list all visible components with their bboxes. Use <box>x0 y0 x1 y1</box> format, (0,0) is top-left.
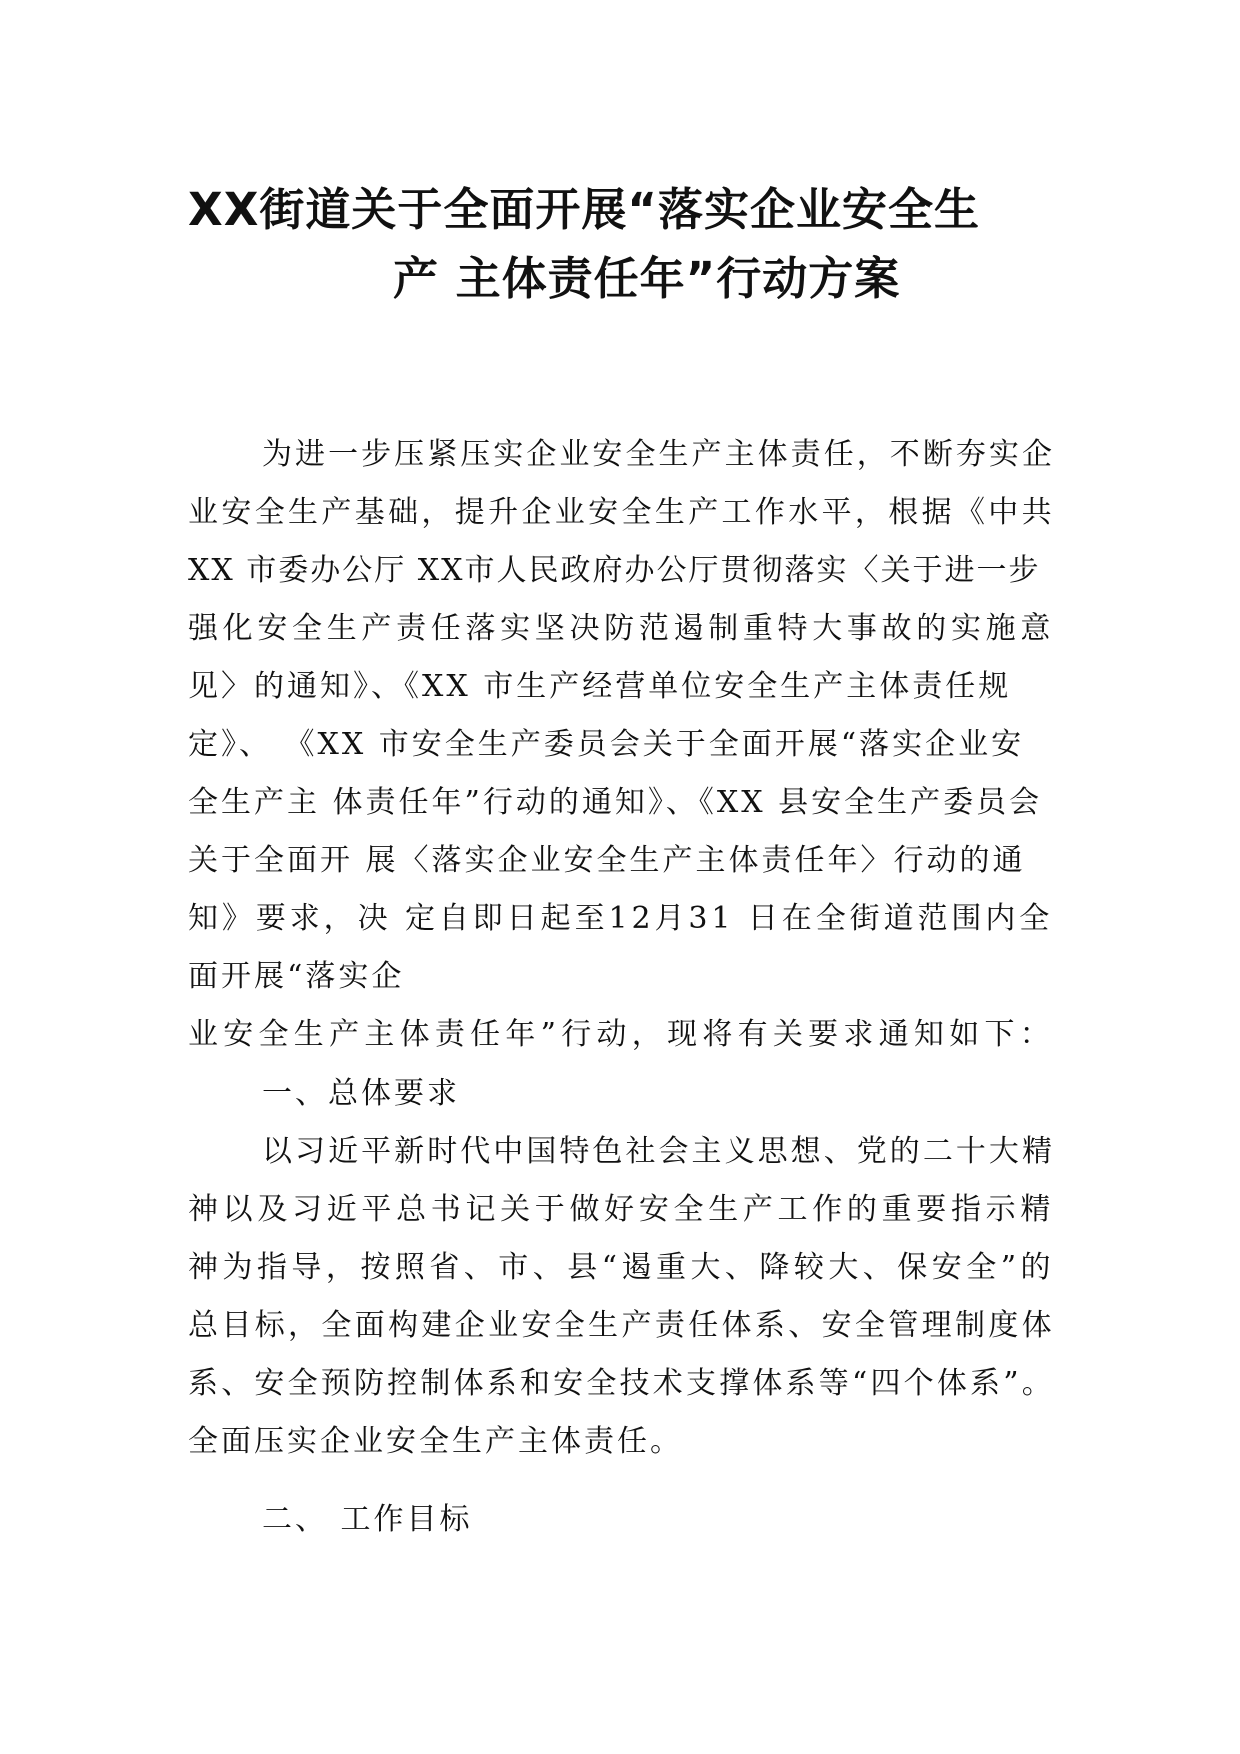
body-line: 为进一步压紧压实企业安全生产主体责任，不断夯实企 <box>262 437 1055 472</box>
body-line: 知》要求，决 定自即日起至12月31 日在全街道范围内全 <box>188 901 1054 936</box>
section-heading: 一、总体要求 <box>262 1076 460 1111</box>
body-line: 总目标，全面构建企业安全生产责任体系、安全管理制度体 <box>188 1308 1055 1343</box>
body-line: 全面压实企业安全生产主体责任。 <box>188 1424 683 1459</box>
body-line: 见〉的通知》、《XX 市生产经营单位安全生产主体责任规 <box>188 669 1012 704</box>
body-line: 以习近平新时代中国特色社会主义思想、党的二十大精 <box>262 1134 1055 1169</box>
body-line: 全生产主 体责任年”行动的通知》、《XX 县安全生产委员会 <box>188 785 1043 820</box>
document-title-line-2: 产 主体责任年”行动方案 <box>393 252 901 305</box>
body-line: 面开展“落实企 <box>188 959 405 994</box>
body-line: 业安全生产基础，提升企业安全生产工作水平，根据《中共 <box>188 495 1055 530</box>
body-line: XX 市委办公厅 XX市人民政府办公厅贯彻落实〈关于进一步 <box>188 553 1041 588</box>
body-line: 神为指导，按照省、市、县“遏重大、降较大、保安全”的 <box>188 1250 1055 1285</box>
body-line: 定》、 《XX 市安全生产委员会关于全面开展“落实企业安 <box>188 727 1025 762</box>
body-line: 系、安全预防控制体系和安全技术支撑体系等“四个体系”。 <box>188 1366 1055 1401</box>
body-line: 业安全生产主体责任年”行动，现将有关要求通知如下： <box>188 1017 1055 1052</box>
section-heading: 二、 工作目标 <box>262 1502 473 1537</box>
document-title-line-1: XX街道关于全面开展“落实企业安全生 <box>188 183 980 236</box>
body-line: 神以及习近平总书记关于做好安全生产工作的重要指示精 <box>188 1192 1055 1227</box>
body-line: 关于全面开 展〈落实企业安全生产主体责任年〉行动的通 <box>188 843 1026 878</box>
body-line: 强化安全生产责任落实坚决防范遏制重特大事故的实施意 <box>188 611 1055 646</box>
